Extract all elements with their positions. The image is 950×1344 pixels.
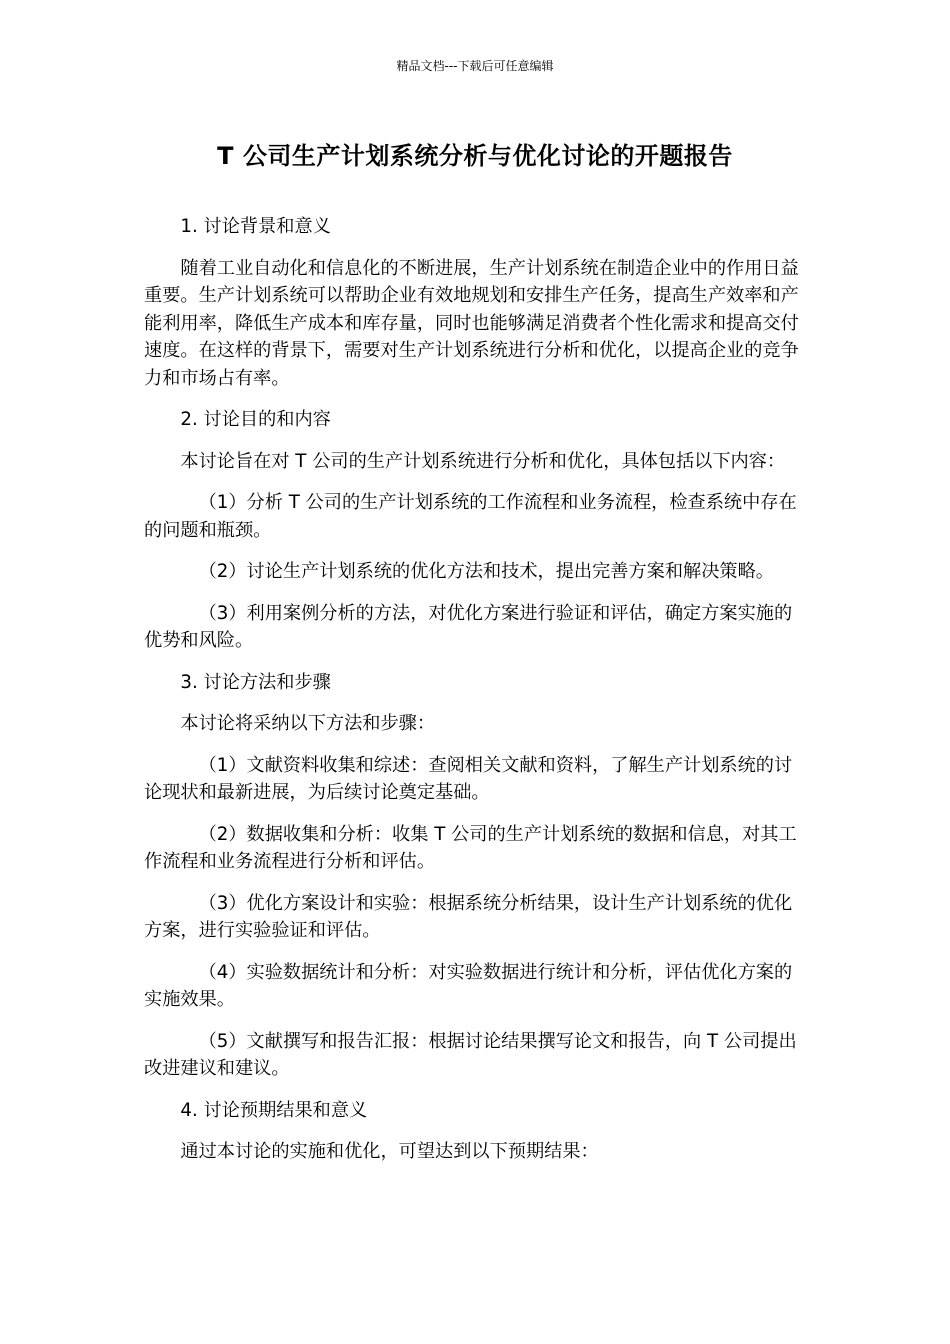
list-item-methods-1: （1）文献资料收集和综述：查阅相关文献和资料，了解生产计划系统的讨论现状和最新进展，为后续讨论奠定基础。 [144, 754, 793, 803]
list-item-purpose-1: （1）分析 T 公司的生产计划系统的工作流程和业务流程，检查系统中存在的问题和瓶颈。 [144, 492, 797, 541]
list-item-methods-5: （5）文献撰写和报告汇报：根据讨论结果撰写论文和报告，向 T 公司提出改进建议和建议。 [144, 1030, 797, 1079]
paragraph-results-intro: 通过本讨论的实施和优化，可望达到以下预期结果： [180, 1141, 599, 1162]
page-header-note: 精品文档---下载后可任意编辑 [396, 59, 554, 73]
section-heading-results: 4. 讨论预期结果和意义 [180, 1099, 368, 1121]
list-item-purpose-2: （2）讨论生产计划系统的优化方法和技术，提出完善方案和解决策略。 [198, 561, 774, 582]
list-item-methods-4: （4）实验数据统计和分析：对实验数据进行统计和分析，评估优化方案的实施效果。 [144, 961, 793, 1010]
paragraph-methods-intro: 本讨论将采纳以下方法和步骤： [180, 713, 436, 734]
list-item-methods-2: （2）数据收集和分析：收集 T 公司的生产计划系统的数据和信息，对其工作流程和业务流程进行分析和评估。 [144, 823, 797, 872]
list-item-methods-3: （3）优化方案设计和实验：根据系统分析结果，设计生产计划系统的优化方案，进行实验验证和评估。 [144, 892, 793, 941]
paragraph-purpose-intro: 本讨论旨在对 T 公司的生产计划系统进行分析和优化，具体包括以下内容： [180, 450, 786, 472]
section-heading-methods: 3. 讨论方法和步骤 [180, 671, 331, 693]
document-body [144, 213, 806, 1180]
section-heading-purpose: 2. 讨论目的和内容 [180, 409, 331, 430]
section-heading-background: 1. 讨论背景和意义 [180, 216, 331, 237]
list-item-purpose-3: （3）利用案例分析的方法，对优化方案进行验证和评估，确定方案实施的优势和风险。 [144, 602, 793, 651]
document-title: T 公司生产计划系统分析与优化讨论的开题报告 [217, 142, 733, 170]
paragraph-background: 随着工业自动化和信息化的不断进展，生产计划系统在制造企业中的作用日益重要。生产计划系统可以帮助企业有效地规划和安排生产任务，提高生产效率和产能利用率，降低生产成本和库存量，同时也能够满足消费者个性化需求和提高交付速度。在这样的背景下，需要对生产计划系统进行分析和优化，以提高企业的竞争力和市场占有率。 [144, 257, 799, 389]
